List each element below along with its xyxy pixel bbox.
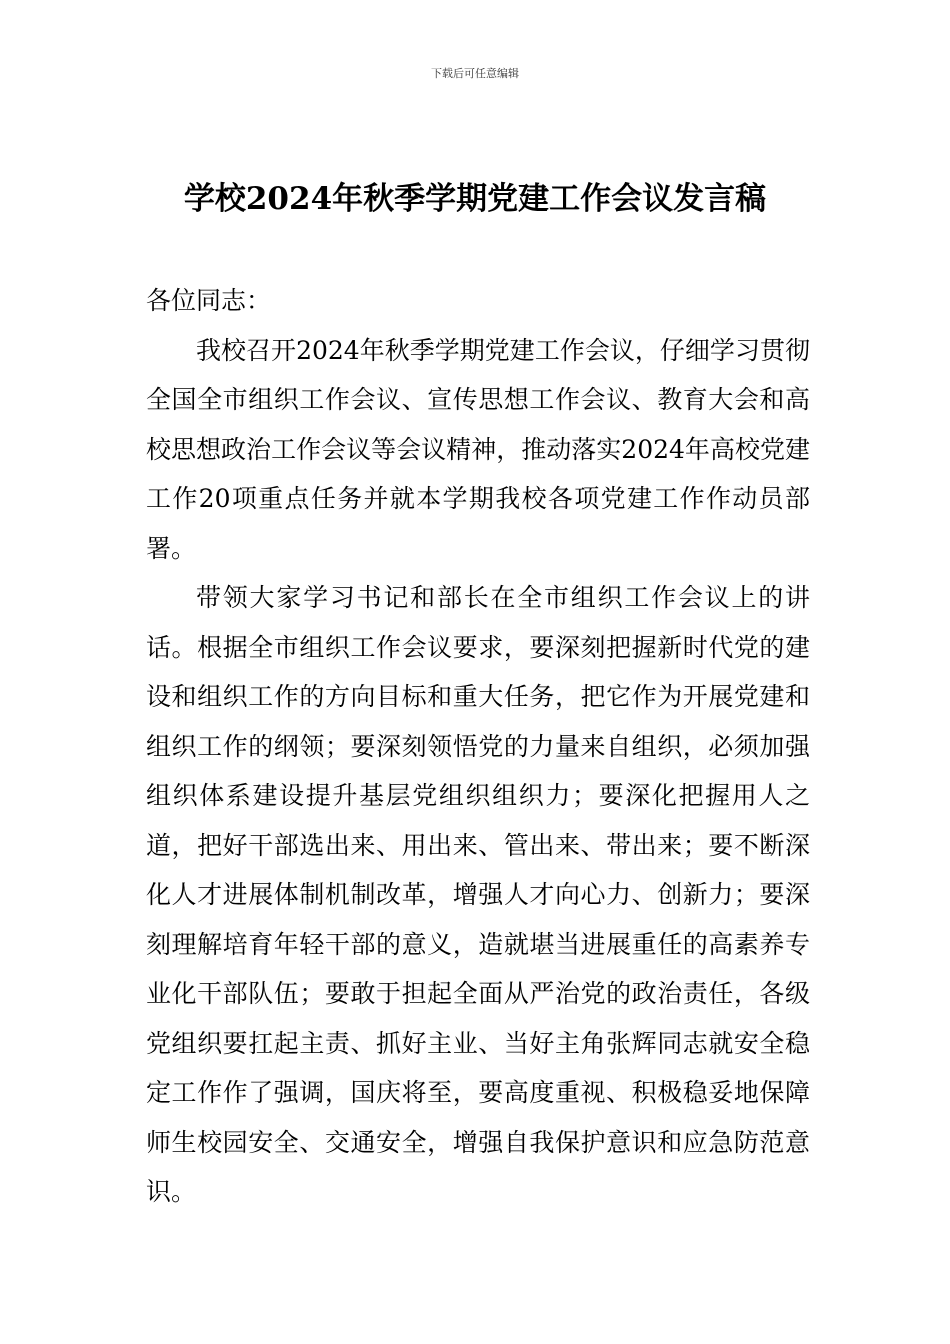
greeting: 各位同志： xyxy=(146,286,272,315)
document-body xyxy=(146,276,810,1217)
document-title: 学校2024年秋季学期党建工作会议发言稿 xyxy=(183,181,767,217)
paragraph-2: 带领大家学习书记和部长在全市组织工作会议上的讲话。根据全市组织工作会议要求，要深刻把握新时代党的建设和组织工作的方向目标和重大任务，把它作为开展党建和组织工作的纲领；要深刻领悟党的力量来自组织，必须加强组织体系建设提升基层党组织组织力；要深化把握用人之道，把好干部选出来、用出来、管出来、带出来；要不断深化人才进展体制机制改革，增强人才向心力、创新力；要深刻理解培育年轻干部的意义，造就堪当进展重任的高素养专业化干部队伍；要敢于担起全面从严治党的政治责任，各级党组织要扛起主责、抓好主业、当好主角张辉同志就安全稳定工作作了强调，国庆将至，要高度重视、积极稳妥地保障师生校园安全、交通安全，增强自我保护意识和应急防范意识。 xyxy=(146,583,810,1206)
header-note: 下载后可任意编辑 xyxy=(431,67,519,80)
paragraph-1: 我校召开2024年秋季学期党建工作会议，仔细学习贯彻全国全市组织工作会议、宣传思想工作会议、教育大会和高校思想政治工作会议等会议精神，推动落实2024年高校党建工作20项重点任务并就本学期我校各项党建工作作动员部署。 xyxy=(146,335,810,563)
